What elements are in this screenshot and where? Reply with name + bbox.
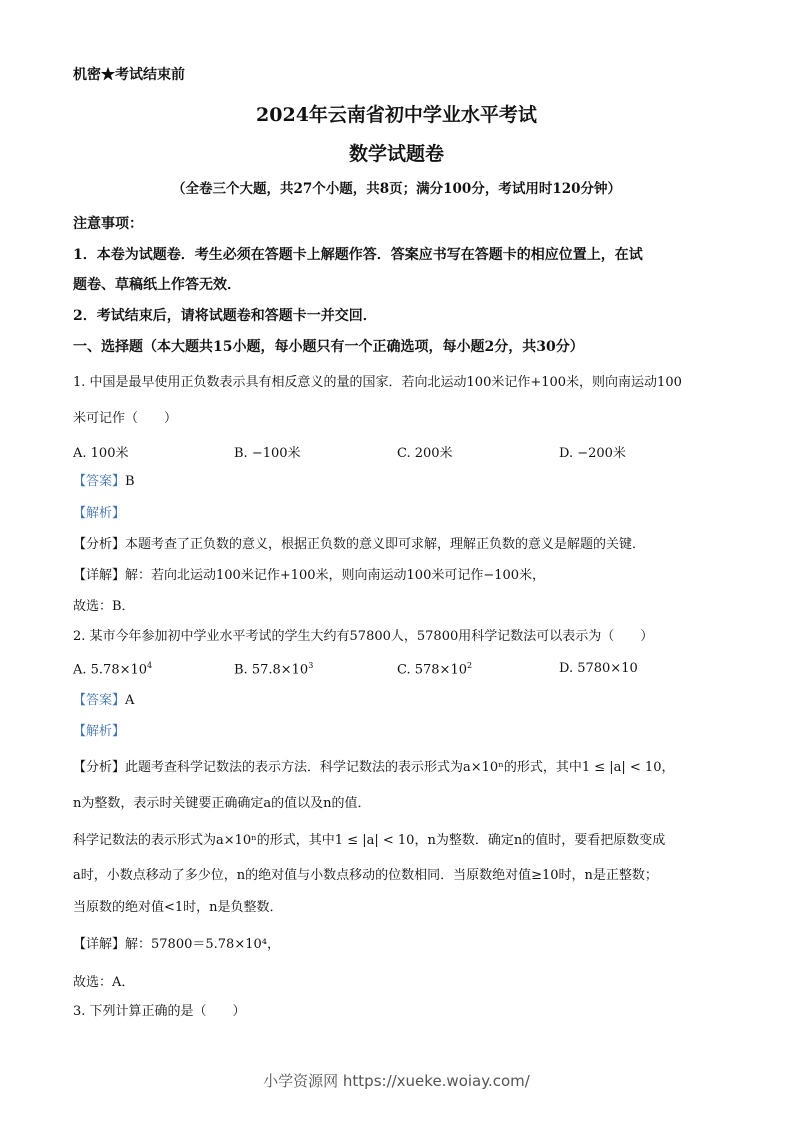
- answer-label: 【答案】: [73, 474, 126, 489]
- q1-stem-cont: 米可记作（ ）: [73, 411, 178, 426]
- jiexi-label: 【解析】: [73, 724, 126, 739]
- page-subtitle: 数学试题卷: [348, 143, 444, 165]
- q2-stem: 2. 某市今年参加初中学业水平考试的学生大约有57800人，57800用科学记数法可以表示为（ ）: [73, 629, 654, 644]
- q2-option-a: [73, 661, 152, 677]
- xiangjie-label: 【详解】: [73, 937, 126, 952]
- answer-label: 【答案】: [73, 693, 126, 708]
- q2-xiangjie: 解：57800＝5.78×10⁴，: [125, 937, 280, 952]
- section-heading: 一、选择题（本大题共15小题，每小题只有一个正确选项，每小题2分，共30分）: [73, 339, 584, 355]
- exam-info: （全卷三个大题，共27个小题，共8页；满分100分，考试用时120分钟）: [171, 181, 622, 197]
- q1-choose: 故选：B．: [73, 599, 135, 614]
- q1-answer: B: [125, 474, 135, 489]
- note-1b: 题卷、草稿纸上作答无效．: [73, 277, 241, 293]
- option-text: A. 5.78×10: [73, 662, 148, 678]
- q1-option-b: B. −100米: [234, 446, 301, 461]
- page-title: 2024年云南省初中学业水平考试: [256, 104, 537, 126]
- q1-stem: 1. 中国是最早使用正负数表示具有相反意义的量的国家．若向北运动100米记作+100米，则向南运动100: [73, 375, 682, 390]
- option-text: B. 57.8×10: [234, 662, 309, 678]
- note-2: 2．考试结束后，请将试题卷和答题卡一并交回．: [73, 308, 377, 324]
- q1-fenxi: 本题考查了正负数的意义，根据正负数的意义即可求解，理解正负数的意义是解题的关键．: [125, 537, 646, 552]
- notes-heading: 注意事项：: [73, 216, 143, 232]
- q2-para-3: 当原数的绝对值<1时，n是负整数．: [73, 900, 283, 915]
- option-exp: 2: [467, 661, 473, 670]
- q2-answer: A: [125, 693, 135, 708]
- q2-option-d: [559, 661, 638, 676]
- q2-fenxi-1: 此题考查科学记数法的表示方法．科学记数法的表示形式为a×10ⁿ的形式，其中1 ≤ |a| < 10，: [125, 760, 675, 775]
- option-text: C. 578×10: [397, 662, 467, 678]
- q2-option-b: [234, 661, 313, 677]
- q2-para-2: a时，小数点移动了多少位，n的绝对值与小数点移动的位数相同．当原数绝对值≥10时，n是正整数；: [73, 868, 658, 883]
- jiexi-label: 【解析】: [73, 506, 126, 521]
- option-exp: 3: [308, 661, 314, 670]
- note-1a: 1．本卷为试题卷．考生必须在答题卡上解题作答．答案应书写在答题卡的相应位置上，在试: [73, 247, 643, 263]
- q1-option-a: A. 100米: [73, 446, 129, 461]
- footer-watermark: 小学资源网 https://xueke.woiay.com/: [263, 1072, 530, 1090]
- q2-option-c: [397, 661, 472, 677]
- option-exp: 4: [147, 661, 153, 670]
- q3-stem: 3. 下列计算正确的是（ ）: [73, 1004, 246, 1019]
- q2-fenxi-2: n为整数，表示时关键要正确确定a的值以及n的值．: [73, 796, 371, 811]
- confidential-label: 机密★考试结束前: [73, 67, 185, 83]
- option-text: D. 5780×10: [559, 661, 638, 676]
- q2-para-1: 科学记数法的表示形式为a×10ⁿ的形式，其中1 ≤ |a| < 10，n为整数．确定n的值时，要看把原数变成: [73, 833, 666, 848]
- q2-choose: 故选：A．: [73, 975, 135, 990]
- fenxi-label: 【分析】: [73, 537, 126, 552]
- q1-xiangjie: 解：若向北运动100米记作+100米，则向南运动100米可记作−100米，: [125, 568, 546, 583]
- xiangjie-label: 【详解】: [73, 568, 126, 583]
- q1-option-d: D. −200米: [559, 446, 626, 461]
- q1-option-c: C. 200米: [397, 446, 453, 461]
- fenxi-label: 【分析】: [73, 760, 126, 775]
